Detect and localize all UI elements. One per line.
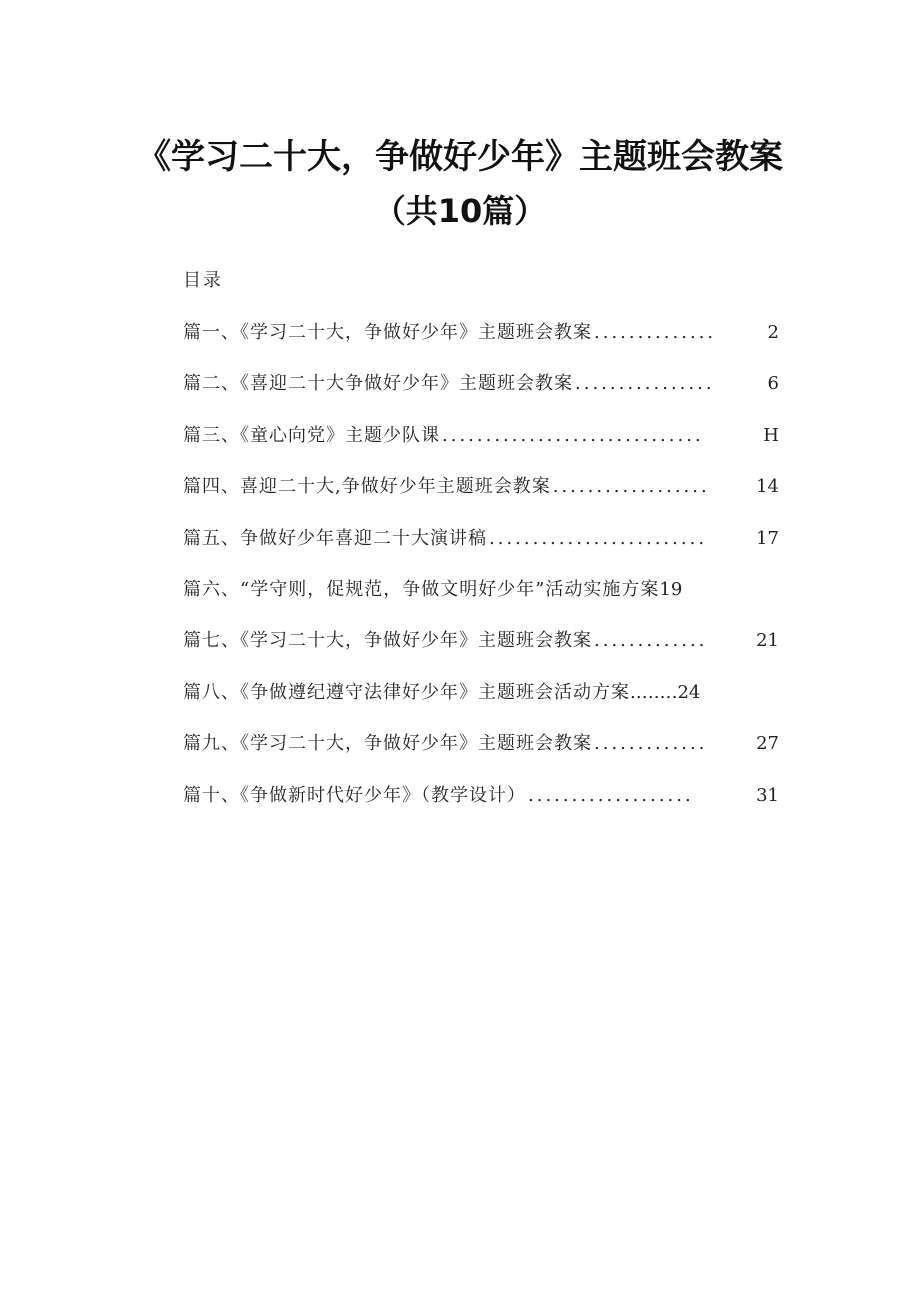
toc-item[interactable] [183, 626, 779, 656]
toc-item-label: 篇八、《争做遵纪遵守法律好少年》主题班会活动方案 [183, 681, 630, 703]
toc-list [183, 318, 779, 811]
toc-item-page: 31 [756, 784, 779, 806]
toc-item-label: 篇一、《学习二十大，争做好少年》主题班会教案 [183, 322, 592, 343]
toc-item-leader: ............. [594, 630, 708, 652]
toc-item-leader: .................. [552, 476, 710, 498]
toc-item[interactable] [183, 729, 779, 759]
toc-item[interactable] [183, 318, 779, 348]
toc-item-leader: .............. [594, 322, 717, 343]
toc-item-label: 篇三、《童心向党》主题少队课 [183, 424, 440, 446]
toc-item-page: H [763, 424, 779, 446]
toc-item[interactable] [183, 524, 779, 554]
toc-item-leader: ............. [594, 733, 708, 755]
toc-item-label: 篇六、“学守则，促规范，争做文明好少年”活动实施方案 [183, 578, 660, 600]
toc-item-page: 14 [756, 476, 779, 498]
toc-item-page: 6 [767, 373, 779, 395]
toc-item-leader: ................... [528, 784, 694, 806]
toc-heading: 目录 [183, 270, 223, 291]
title-line-2: （共10篇） [373, 192, 547, 230]
toc-item-page: 21 [756, 630, 779, 652]
toc-item-label: 篇四、喜迎二十大,争做好少年主题班会教案 [183, 476, 551, 498]
toc-item-label: 篇七、《学习二十大，争做好少年》主题班会教案 [183, 630, 592, 652]
toc-item-leader: ......................... [489, 527, 708, 549]
toc-item[interactable] [183, 472, 779, 502]
toc-item[interactable] [183, 421, 779, 451]
toc-item-label: 篇十、《争做新时代好少年》（教学设计） [183, 784, 526, 806]
toc-item-label: 篇五、争做好少年喜迎二十大演讲稿 [183, 527, 487, 549]
table-of-contents [183, 266, 779, 832]
toc-item-leader: ................ [575, 373, 715, 395]
toc-item-page: 19 [659, 578, 683, 600]
toc-item-page: 17 [756, 527, 779, 549]
toc-item-page: 2 [767, 322, 779, 343]
title-line-1: 《学习二十大，争做好少年》主题班会教案 [137, 137, 783, 177]
toc-item[interactable] [183, 678, 779, 708]
toc-item-leader: .….… [630, 681, 678, 703]
toc-item-page: 24 [677, 681, 701, 703]
toc-item-label: 篇二、《喜迎二十大争做好少年》主题班会教案 [183, 373, 573, 395]
toc-item[interactable] [183, 369, 779, 399]
toc-item-leader: .............................. [442, 424, 704, 446]
document-title [0, 132, 920, 236]
toc-item[interactable] [183, 575, 779, 605]
toc-item-page: 27 [756, 733, 779, 755]
toc-item[interactable] [183, 781, 779, 811]
toc-item-label: 篇九、《学习二十大，争做好少年》主题班会教案 [183, 733, 592, 755]
